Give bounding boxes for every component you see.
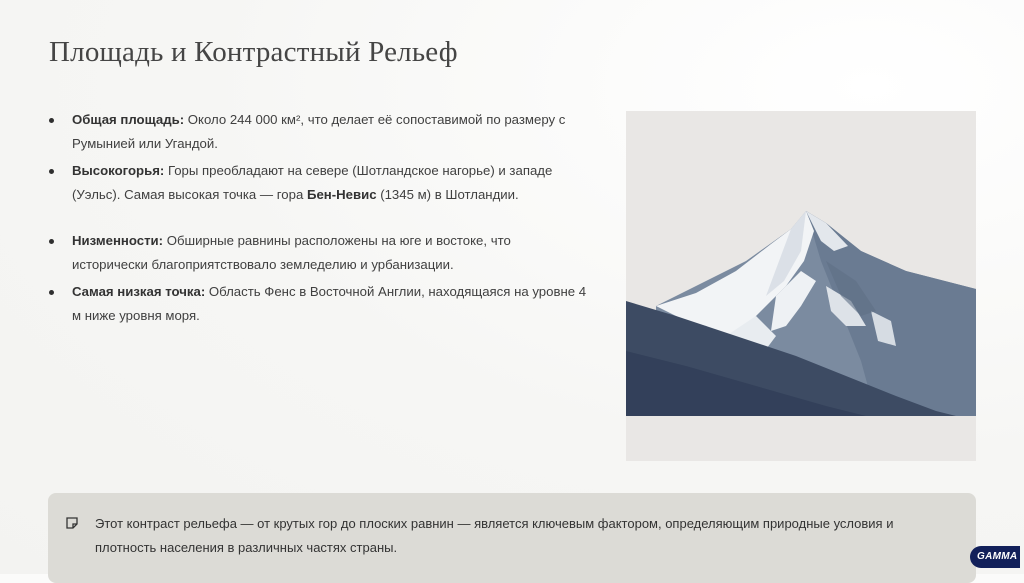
note-icon (66, 517, 78, 529)
bullet-list (49, 108, 589, 331)
slide-title: Площадь и Контрастный Рельеф (49, 36, 458, 68)
bullet-item-area (49, 108, 589, 156)
bullet-label: Низменности: (72, 233, 164, 248)
mountain-icon (626, 111, 976, 461)
bullet-text: Горы преобладают на севере (Шотландское нагорье) и западе (Уэльс). Самая высокая точка — гора (72, 163, 553, 202)
bullet-text: (1345 м) в Шотландии. (376, 187, 519, 202)
bullet-label: Общая площадь: (72, 112, 185, 127)
note-text: Этот контраст рельефа — от крутых гор до плоских равнин — является ключевым фактором, определяющим природные условия и плотность населения в различных частях страны. (95, 516, 894, 555)
bullet-dot (49, 239, 54, 244)
bullet-item-lowest-point (49, 280, 589, 328)
bullet-highlight: Бен-Невис (306, 187, 377, 202)
bullet-item-highlands (49, 159, 589, 207)
bullet-label: Высокогорья: (72, 163, 165, 178)
bullet-text: Около 244 000 км², что делает её сопоставимой по размеру с Румынией или Угандой. (72, 112, 566, 151)
gamma-badge[interactable]: GAMMA (970, 546, 1020, 568)
bullet-dot (49, 290, 54, 295)
mountain-illustration (626, 111, 976, 461)
bullet-label: Самая низкая точка: (72, 284, 206, 299)
bullet-item-lowlands (49, 229, 589, 277)
bullet-dot (49, 169, 54, 174)
bullet-text: Обширные равнины расположены на юге и востоке, что исторически благоприятствовало земледелию и урбанизации. (72, 233, 511, 272)
bullet-text: Область Фенс в Восточной Англии, находящаяся на уровне 4 м ниже уровня моря. (72, 284, 587, 323)
note-callout (48, 493, 976, 583)
bullet-dot (49, 118, 54, 123)
